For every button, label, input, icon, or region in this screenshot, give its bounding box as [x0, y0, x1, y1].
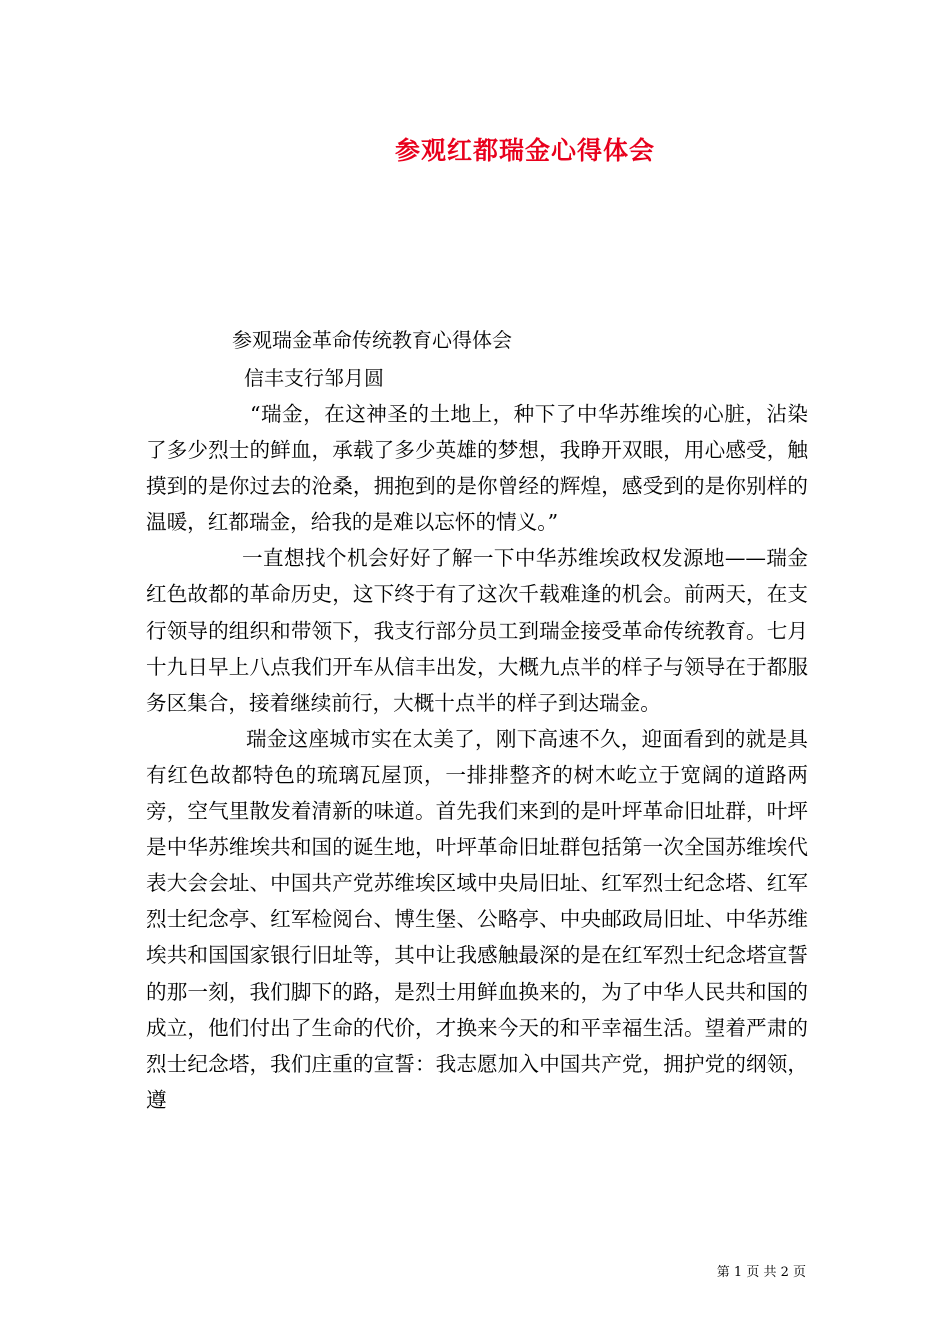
document-title: 参观红都瑞金心得体会 [394, 136, 655, 165]
paragraph-3: 瑞金这座城市实在太美了，刚下高速不久，迎面看到的就是具有红色故都特色的琉璃瓦屋顶，一排排整齐的树木屹立于宽阔的道路两旁，空气里散发着清新的味道。首先我们来到的是叶坪革命旧址群，叶坪是中华苏维埃共和国的诞生地，叶坪革命旧址群包括第一次全国苏维埃代表大会会址、中国共产党苏维埃区域中央局旧址、红军烈士纪念塔、红军烈士纪念亭、红军检阅台、博生堡、公略亭、中央邮政局旧址、中华苏维埃共和国国家银行旧址等，其中让我感触最深的是在红军烈士纪念塔宣誓的那一刻，我们脚下的路，是烈士用鲜血换来的，为了中华人民共和国的成立，他们付出了生命的代价，才换来今天的和平幸福生活。望着严肃的烈士纪念塔，我们庄重的宣誓：我志愿加入中国共产党，拥护党的纲领，遵 [146, 726, 808, 1112]
author-line: 信丰支行邹月圆 [244, 366, 384, 390]
paragraph-2: 一直想找个机会好好了解一下中华苏维埃政权发源地——瑞金红色故都的革命历史，这下终于有了这次千载难逢的机会。前两天，在支行领导的组织和带领下，我支行部分员工到瑞金接受革命传统教育。七月十九日早上八点我们开车从信丰出发，大概九点半的样子与领导在于都服务区集合，接着继续前行，大概十点半的样子到达瑞金。 [146, 546, 808, 715]
paragraph-1: “瑞金，在这神圣的土地上，种下了中华苏维埃的心脏，沾染了多少烈士的鲜血，承载了多少英雄的梦想，我睁开双眼，用心感受，触摸到的是你过去的沧桑，拥抱到的是你曾经的辉煌，感受到的是你别样的温暖，红都瑞金，给我的是难以忘怀的情义。” [146, 402, 808, 535]
body-text [146, 396, 808, 1118]
document-subtitle: 参观瑞金革命传统教育心得体会 [232, 328, 512, 352]
page-footer: 第 1 页 共 2 页 [716, 1265, 806, 1280]
